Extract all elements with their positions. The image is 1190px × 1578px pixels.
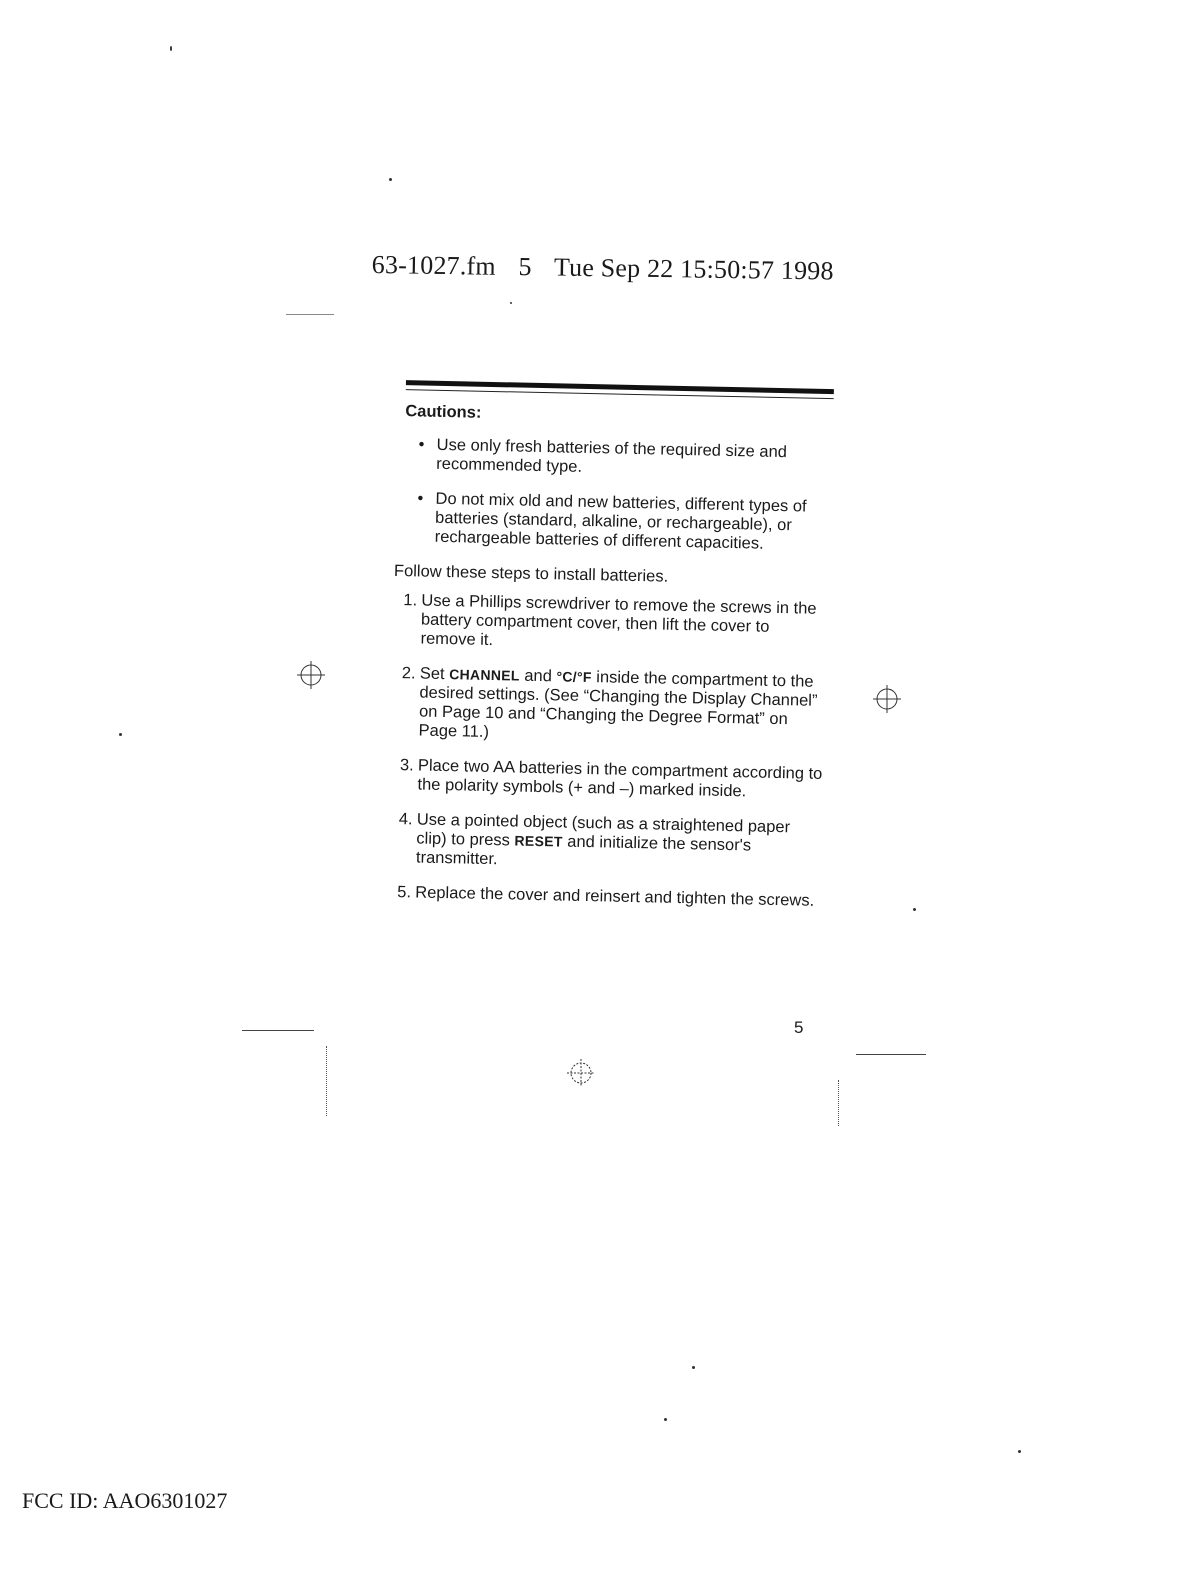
scan-artifact-line bbox=[286, 314, 334, 315]
step-number: 3. bbox=[399, 756, 414, 775]
crop-mark bbox=[856, 1054, 926, 1055]
instructions-steps bbox=[387, 591, 829, 911]
step-text-post: and initialize the sensor's transmitter. bbox=[415, 832, 752, 869]
header-page: 5 bbox=[518, 252, 532, 282]
step-text: Place two AA batteries in the compartment according to the polarity symbols (+ and –) marked inside. bbox=[417, 756, 823, 801]
registration-mark-icon bbox=[566, 1058, 596, 1088]
scan-speck bbox=[170, 46, 172, 51]
step-number: 1. bbox=[403, 591, 418, 610]
caution-item: • Do not mix old and new batteries, different types of batteries (standard, alkaline, or rechargeable), or rechargeable batteries of different capacities. bbox=[395, 489, 832, 555]
scan-speck bbox=[389, 178, 392, 181]
step-item bbox=[390, 664, 827, 749]
caution-item: • Use only fresh batteries of the required size and recommended type. bbox=[396, 435, 833, 482]
scan-speck bbox=[510, 302, 512, 304]
step-item bbox=[392, 591, 829, 657]
step-number: 4. bbox=[398, 810, 413, 829]
step-number: 5. bbox=[397, 883, 412, 902]
scan-speck bbox=[664, 1418, 667, 1421]
step-number: 2. bbox=[401, 664, 416, 683]
header-timestamp: Tue Sep 22 15:50:57 1998 bbox=[553, 252, 834, 286]
print-header bbox=[372, 250, 834, 286]
top-rule-thick bbox=[406, 380, 834, 394]
crop-mark bbox=[242, 1030, 314, 1031]
step-text: Replace the cover and reinsert and tighten the screws. bbox=[415, 883, 815, 910]
registration-mark-icon bbox=[296, 660, 326, 690]
scan-speck bbox=[913, 908, 916, 911]
cautions-heading: Cautions: bbox=[405, 402, 482, 422]
crop-mark-dotted bbox=[326, 1046, 328, 1116]
registration-mark-icon bbox=[872, 684, 902, 714]
degree-key-label: °C/°F bbox=[556, 668, 592, 686]
reset-key-label: RESET bbox=[514, 832, 563, 850]
channel-key-label: CHANNEL bbox=[449, 666, 520, 684]
header-filename: 63-1027.fm bbox=[371, 250, 497, 281]
step-text-pre: Use a pointed object (such as a straightened paper clip) to press bbox=[416, 810, 791, 850]
step-item bbox=[388, 810, 825, 876]
crop-mark-dotted bbox=[838, 1080, 840, 1126]
instructions-intro: Follow these steps to install batteries. bbox=[393, 561, 669, 586]
step-item bbox=[389, 756, 826, 803]
step-item bbox=[387, 883, 823, 911]
scan-speck bbox=[1018, 1450, 1021, 1453]
step-text-post: inside the compartment to the desired settings. (See “Changing the Display Channel” on Page 10 and “Changing the Degree Format” on Page 11.) bbox=[418, 668, 818, 741]
page-number: 5 bbox=[794, 1018, 804, 1037]
step-text-pre: Set bbox=[419, 664, 450, 684]
cautions-list bbox=[395, 435, 833, 555]
scan-speck bbox=[692, 1366, 695, 1369]
step-text: Use a Phillips screwdriver to remove the screws in the battery compartment cover, then lift the cover to remove it. bbox=[420, 591, 817, 650]
scan-speck bbox=[119, 733, 122, 736]
step-text-mid: and bbox=[519, 666, 557, 686]
manual-page-content bbox=[387, 380, 834, 927]
fcc-id: FCC ID: AAO6301027 bbox=[22, 1488, 228, 1513]
